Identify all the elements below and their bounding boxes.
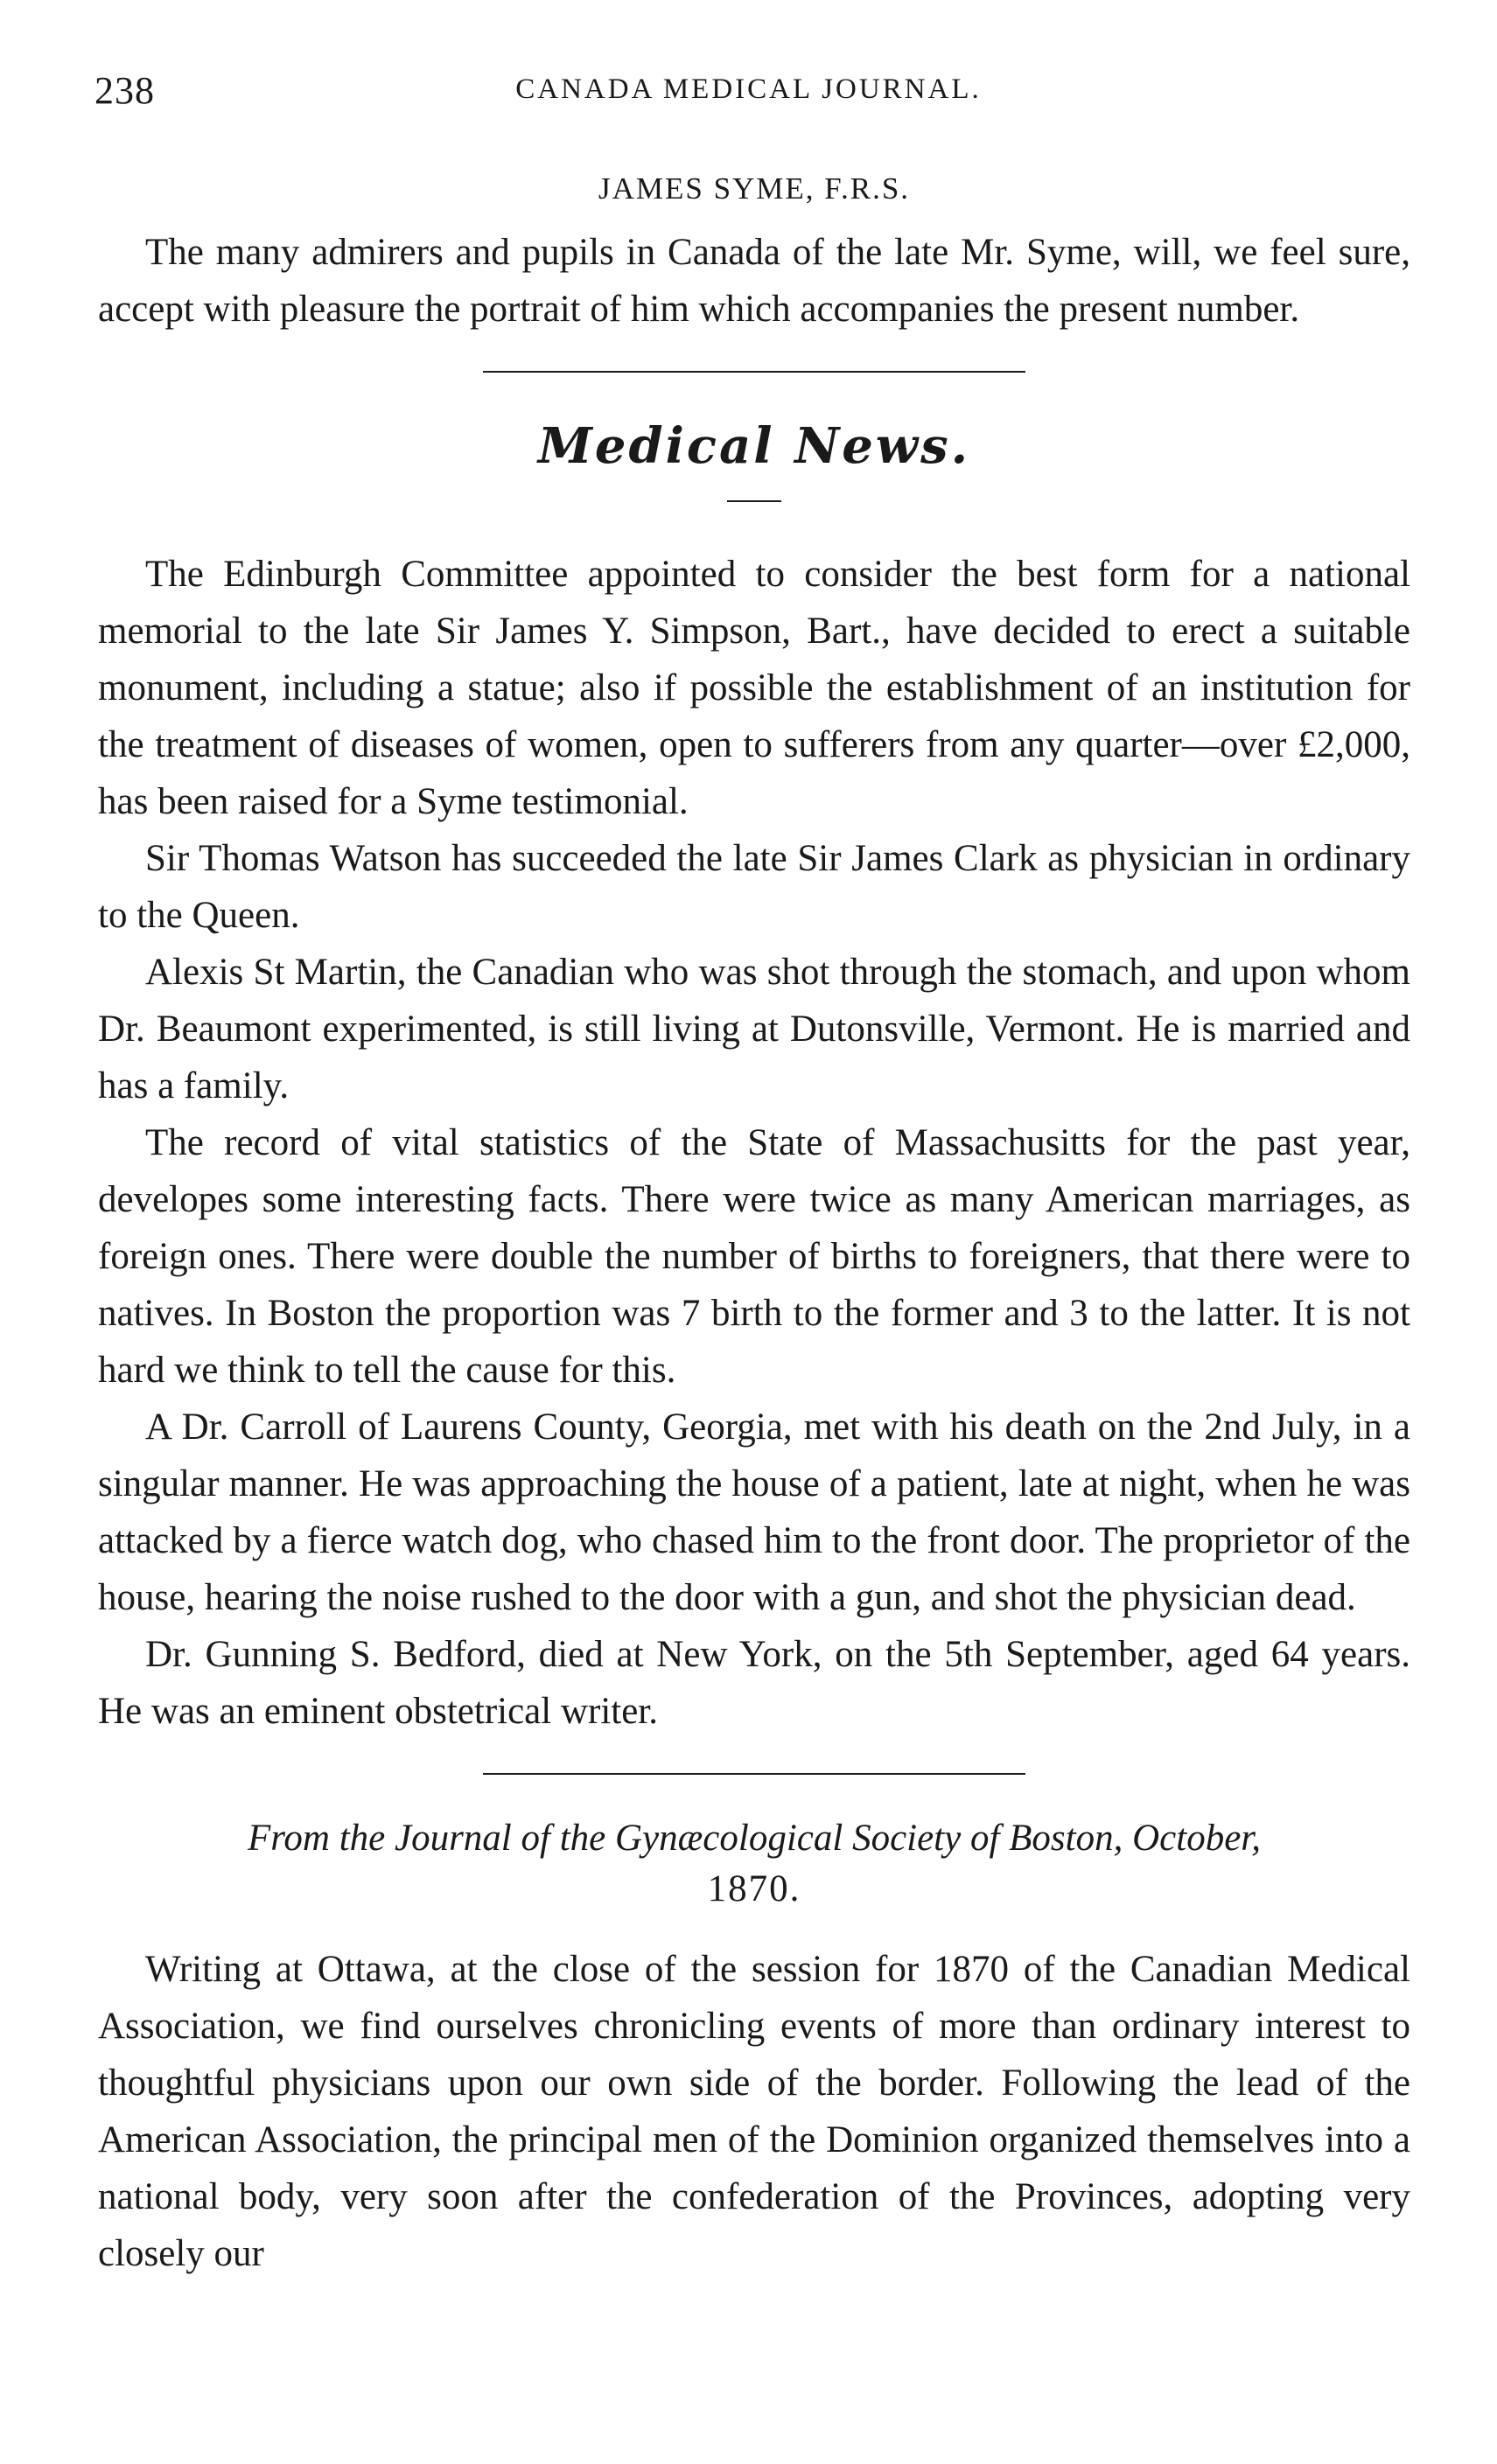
syme-title: JAMES SYME, F.R.S. bbox=[598, 171, 911, 206]
news-item: The Edinburgh Committee appointed to consider the best form for a national memorial to the late Sir James Y. Simpson, Bart., have decided to erect a suitable monument, including a statue; also if possible the establishment of an institution for the treatment of diseases of women, open to sufferers from any quarter—over £2,000, has been raised for a Syme testimonial. bbox=[98, 554, 1410, 822]
page-body bbox=[98, 171, 1410, 2282]
section-divider bbox=[483, 371, 1025, 373]
syme-section bbox=[98, 171, 1410, 338]
section-divider bbox=[483, 1773, 1025, 1775]
medical-news-heading: Medical News. bbox=[537, 417, 971, 475]
news-item: Alexis St Martin, the Canadian who was shot through the stomach, and upon whom Dr. Beaumont experimented, is still living at Dutonsville, Vermont. He is married and has a family. bbox=[98, 952, 1410, 1106]
heading-rule bbox=[727, 500, 781, 502]
news-item: A Dr. Carroll of Laurens County, Georgia, met with his death on the 2nd July, in a singular manner. He was approaching the house of a patient, late at night, when he was attacked by a fierce watch dog, who chased him to the front door. The proprietor of the house, hearing the noise rushed to the door with a gun, and shot the physician dead. bbox=[98, 1407, 1410, 1618]
medical-news-section bbox=[98, 411, 1410, 1740]
boston-journal-section bbox=[98, 1813, 1410, 2282]
source-heading-text: From the Journal of the Gynæcological Society of Boston, October, bbox=[248, 1818, 1261, 1859]
boston-paragraph: Writing at Ottawa, at the close of the session for 1870 of the Canadian Medical Association, we find ourselves chronicling events of more than ordinary interest to thoughtful physicians upon our own side of the border. Following the lead of the American Association, the principal men of the Dominion organized themselves into a national body, very soon after the confederation of the Provinces, adopting very closely our bbox=[98, 1949, 1410, 2274]
source-heading-year: 1870. bbox=[707, 1868, 801, 1909]
news-item: Dr. Gunning S. Bedford, died at New York, on the 5th September, aged 64 years. He was an eminent obstetrical writer. bbox=[98, 1634, 1410, 1732]
syme-paragraph: The many admirers and pupils in Canada of the late Mr. Syme, will, we feel sure, accept with pleasure the portrait of him which accompanies the present number. bbox=[98, 232, 1410, 330]
page-number: 238 bbox=[94, 69, 155, 112]
news-item: The record of vital statistics of the State of Massachusitts for the past year, developes some interesting facts. There were twice as many American marriages, as foreign ones. There were double the number of births to foreigners, that there were to natives. In Boston the proportion was 7 birth to the former and 3 to the latter. It is not hard we think to tell the cause for this. bbox=[98, 1122, 1410, 1391]
news-item: Sir Thomas Watson has succeeded the late Sir James Clark as physician in ordinary to the Queen. bbox=[98, 838, 1410, 936]
running-head: CANADA MEDICAL JOURNAL. bbox=[515, 73, 982, 105]
source-heading bbox=[98, 1813, 1410, 1915]
page-header bbox=[94, 68, 1403, 121]
